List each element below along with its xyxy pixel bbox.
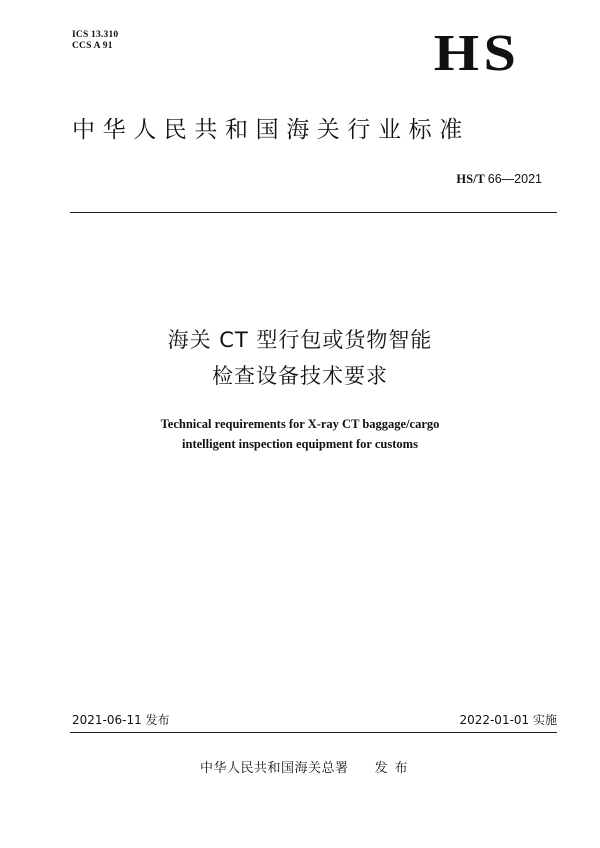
footer-divider <box>70 732 557 733</box>
classification-codes <box>72 30 118 52</box>
implementation-date: 2022-01-01 实施 <box>459 713 557 727</box>
standard-number-value: 66—2021 <box>487 172 542 186</box>
publisher <box>200 760 415 778</box>
chinese-title-line-1: 海关 CT 型行包或货物智能 <box>167 328 433 352</box>
hs-logo: HS <box>433 25 520 82</box>
ics-code: ICS 13.310 <box>72 30 119 40</box>
header-divider <box>70 212 557 213</box>
ccs-code: CCS A 91 <box>72 41 113 51</box>
standard-code: HS/T <box>456 172 485 186</box>
standard-type-title: 中华人民共和国海关行业标准 <box>72 117 470 143</box>
english-title-line-2: intelligent inspection equipment for customs <box>182 437 418 451</box>
chinese-title-line-2: 检查设备技术要求 <box>212 364 388 388</box>
issue-date: 2021-06-11 发布 <box>72 713 170 727</box>
publisher-org: 中华人民共和国海关总署 <box>200 761 349 776</box>
english-title-line-1: Technical requirements for X-ray CT baggage/cargo <box>160 417 440 431</box>
publisher-action: 发布 <box>374 761 415 776</box>
standard-number <box>456 172 542 187</box>
